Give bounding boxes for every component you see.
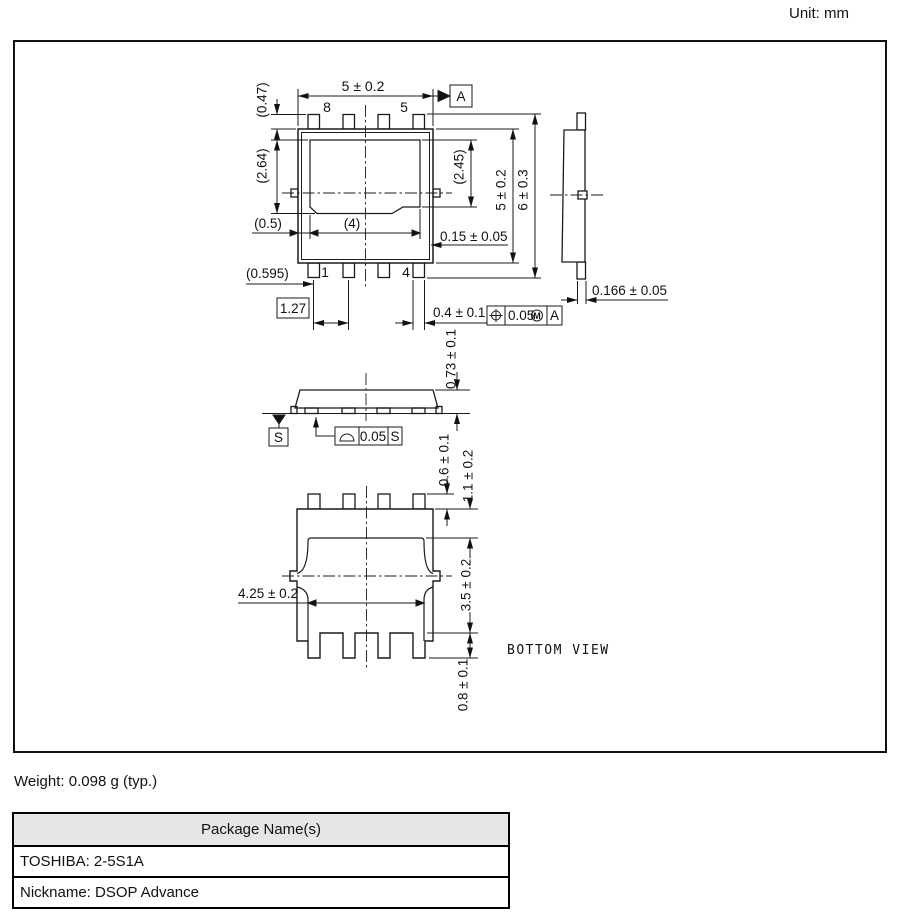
dim-edge-to-pad: 1.1 ± 0.2 [460,449,476,503]
pin-4-label: 4 [402,264,410,280]
bottom-view-body [290,509,440,658]
datum-s-label: S [273,430,284,445]
fcf-seating-tolerance: 0.05 [359,429,387,444]
dim-pad-height-left: (2.64) [254,148,270,184]
drawing-frame [14,41,886,752]
table-row-nickname: Nickname: DSOP Advance [20,884,199,901]
dim-pad-height-bottom: 3.5 ± 0.2 [458,558,474,612]
bottom-view-label: BOTTOM VIEW [507,643,610,658]
seating-plane-symbol-icon [340,434,354,441]
pin-8-label: 8 [323,99,331,115]
dim-lead1-offset: (0.595) [246,266,289,281]
front-view [262,329,470,446]
dim-finger-length: 0.8 ± 0.1 [455,658,471,712]
datum-s-triangle [273,415,285,424]
bottom-view [238,434,610,711]
fcf-position-tolerance: 0.05 [508,308,535,323]
top-view [246,78,562,330]
dim-standoff: 0.15 ± 0.05 [440,229,508,244]
dim-pad-height-right: (2.45) [451,149,467,185]
fcf-position-datum: A [549,308,560,323]
dim-body-height: 5 ± 0.2 [493,169,509,211]
datum-a-triangle [438,91,450,102]
package-table [12,812,510,909]
dim-body-width: 5 ± 0.2 [341,78,385,94]
dim-pad-offset: (0.5) [254,216,282,231]
fcf-position-modifier: M [533,311,541,321]
weight-label: Weight: 0.098 g (typ.) [14,773,158,790]
datum-a-label: A [456,89,466,104]
dim-pad-width: (4) [343,216,361,231]
pin-5-label: 5 [400,99,408,115]
dim-pad-width-bottom: 4.25 ± 0.2 [238,586,298,601]
dim-package-height: 0.73 ± 0.1 [443,329,459,389]
fcf-seating-datum: S [390,429,400,444]
dim-lead-length: (0.47) [254,82,270,118]
table-row-toshiba: TOSHIBA: 2-5S1A [14,847,508,878]
package-table-header: Package Name(s) [14,814,508,847]
pin-1-label: 1 [321,264,329,280]
side-view [550,113,668,304]
position-symbol-icon [490,309,503,322]
dim-lead-width: 0.4 ± 0.1 [433,305,486,320]
fcf-seating-leader [316,417,335,436]
unit-label: Unit: mm [789,5,849,22]
dim-pitch: 1.27 [279,301,307,316]
dim-overall-height: 6 ± 0.3 [515,169,531,211]
dim-lead-thickness: 0.166 ± 0.05 [592,283,667,298]
front-view-body [295,390,438,408]
dim-lead-extension: 0.6 ± 0.1 [436,433,452,487]
